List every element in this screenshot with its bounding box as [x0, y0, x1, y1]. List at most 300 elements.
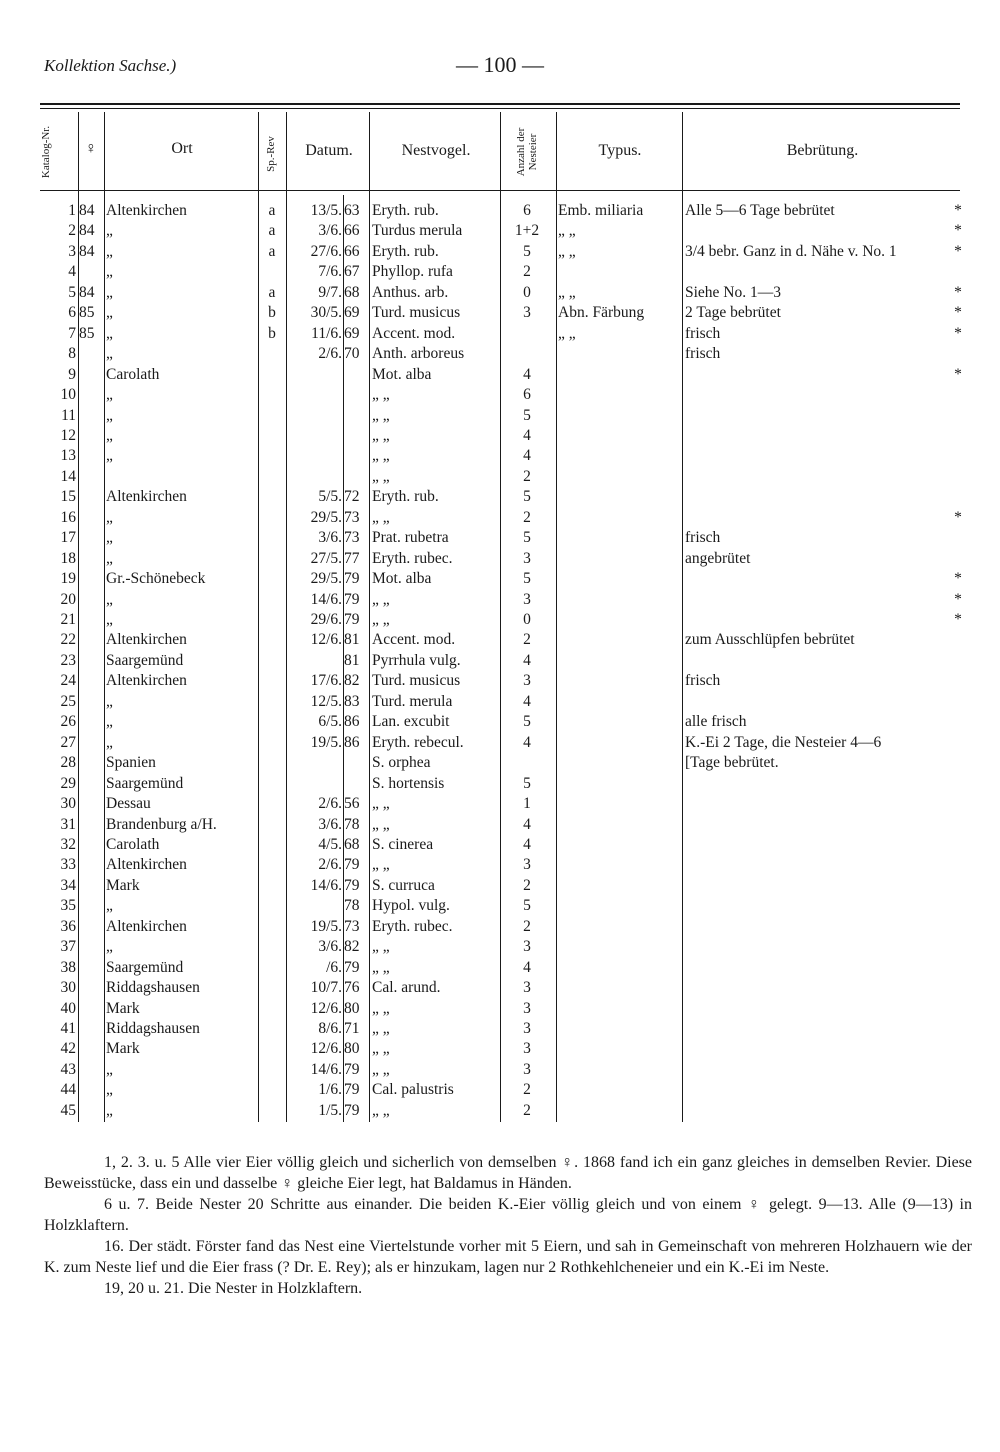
location-cell: Mark	[106, 1040, 140, 1058]
egg-count-cell: 5	[523, 713, 531, 731]
incubation-cell: Siehe No. 1—3	[685, 283, 782, 301]
nest-bird-cell: S. cinerea	[372, 835, 434, 853]
nest-bird-cell: „ „	[372, 590, 390, 608]
location-cell: Altenkirchen	[106, 488, 187, 506]
col-nestvogel-header: Nestvogel.	[401, 142, 471, 159]
location-cell: Altenkirchen	[106, 202, 187, 219]
egg-count-cell: 5	[523, 242, 531, 260]
catalog-number-cell: 9	[68, 365, 76, 383]
location-cell: Mark	[106, 876, 140, 894]
egg-count-cell: 2	[523, 1101, 531, 1119]
catalog-number-cell: 36	[60, 917, 76, 935]
catalog-number-cell: 34	[60, 876, 76, 894]
table-row	[0, 692, 1000, 712]
egg-count-cell: 4	[523, 815, 531, 833]
incubation-cell: K.-Ei 2 Tage, die Nesteier 4—6	[685, 733, 882, 751]
year-cell: 66	[344, 222, 360, 240]
location-cell: Riddagshausen	[106, 979, 200, 997]
nest-bird-cell: Turdus merula	[372, 222, 463, 240]
egg-count-cell: 4	[523, 426, 531, 444]
egg-count-cell: 4	[523, 447, 531, 465]
table-row	[0, 283, 1000, 303]
egg-count-cell: 3	[523, 979, 531, 997]
mark-cell: *	[954, 590, 962, 608]
location-cell: „	[106, 508, 113, 526]
incubation-cell: alle frisch	[685, 713, 747, 731]
egg-count-cell: 5	[523, 488, 531, 506]
nest-bird-cell: Turd. merula	[372, 692, 453, 710]
location-cell: „	[106, 222, 113, 240]
date-cell: 14/6.	[310, 876, 342, 894]
footnote: 6 u. 7. Beide Nester 20 Schritte aus einander. Die beiden K.-Eier völlig gleich und von einem ♀ gelegt. 9—13. Alle (9—13) in Holzklaftern.	[44, 1196, 972, 1234]
location-cell: „	[106, 1101, 113, 1119]
egg-count-cell: 5	[523, 897, 531, 915]
egg-count-cell: 2	[523, 1081, 531, 1099]
location-cell: Altenkirchen	[106, 856, 187, 874]
date-cell: 30/5.	[310, 304, 342, 322]
nest-bird-cell: S. orphea	[372, 754, 431, 772]
nest-bird-cell: Hypol. vulg.	[372, 897, 450, 915]
sp-rev-cell: b	[268, 304, 276, 322]
date-cell: 9/7.	[318, 283, 342, 301]
egg-count-cell: 5	[523, 570, 531, 588]
location-cell: „	[106, 590, 113, 608]
date-cell: 14/6.	[310, 590, 342, 608]
catalog-number-cell: 30	[60, 979, 76, 997]
nest-bird-cell: „ „	[372, 426, 390, 444]
egg-count-cell: 4	[523, 733, 531, 751]
table-row	[0, 467, 1000, 487]
date-cell: 3/6.	[318, 222, 342, 240]
col-sp-rev-header: Sp.-Rev	[265, 136, 277, 172]
catalog-number-cell: 35	[60, 897, 76, 915]
catalog-number-cell: 13	[60, 447, 76, 465]
col-bebruetung-header: Bebrütung.	[786, 142, 859, 159]
egg-count-cell: 3	[523, 856, 531, 874]
date-cell: 27/6.	[310, 242, 342, 260]
location-cell: Riddagshausen	[106, 1020, 200, 1037]
year-cell: 76	[344, 979, 360, 997]
nest-bird-cell: „ „	[372, 1101, 390, 1119]
table-row	[0, 733, 1000, 753]
egg-count-cell: 3	[523, 938, 531, 956]
table-row	[0, 1101, 1000, 1121]
nest-bird-cell: Turd. musicus	[372, 304, 461, 322]
catalog-number-cell: 27	[60, 733, 76, 751]
type-cell: „ „	[558, 324, 576, 342]
table-row	[0, 855, 1000, 875]
nest-bird-cell: „ „	[372, 815, 390, 833]
table-row	[0, 1039, 1000, 1059]
catalog-number-cell: 11	[61, 406, 76, 424]
location-cell: „	[106, 242, 113, 260]
egg-count-cell: 3	[523, 999, 531, 1017]
catalog-number-cell: 4	[68, 263, 76, 281]
year-cell: 68	[344, 283, 360, 301]
egg-count-cell: 5	[523, 774, 531, 792]
year-cell: 67	[344, 263, 360, 281]
year-cell: 82	[344, 938, 360, 956]
catalog-number-cell: 43	[60, 1060, 76, 1078]
date-cell: 11/6.	[311, 324, 342, 342]
catalog-number-cell: 42	[60, 1040, 76, 1058]
catalog-number-cell: 18	[60, 549, 76, 567]
mark-cell: *	[954, 508, 962, 526]
catalog-number-cell: 29	[60, 774, 76, 792]
date-cell: 2/6.	[318, 856, 342, 874]
location-cell: „	[106, 733, 113, 751]
table-row	[0, 221, 1000, 241]
table-row	[0, 937, 1000, 957]
year-cell: 79	[344, 1060, 360, 1078]
nest-bird-cell: Eryth. rub.	[372, 202, 439, 219]
sp-rev-cell: a	[268, 242, 276, 260]
sp-rev-cell: b	[268, 324, 276, 342]
year-cell: 56	[344, 795, 360, 813]
date-cell: 5/5.	[318, 488, 342, 506]
egg-count-cell: 3	[523, 1060, 531, 1078]
table-row	[0, 896, 1000, 916]
date-cell: 27/5.	[310, 549, 342, 567]
catalog-number-cell: 22	[60, 631, 76, 649]
footnote: 19, 20 u. 21. Die Nester in Holzklaftern.	[104, 1280, 363, 1297]
table-row	[0, 446, 1000, 466]
year-cell: 83	[344, 692, 360, 710]
location-cell: Carolath	[106, 365, 160, 383]
col-ort-header: Ort	[171, 140, 193, 157]
date-cell: 12/6.	[310, 999, 342, 1017]
catalog-number-cell: 3	[68, 242, 76, 260]
nest-bird-cell: „ „	[372, 999, 390, 1017]
location-cell: „	[106, 345, 113, 363]
top-rule-thin	[40, 108, 960, 109]
year-cell: 86	[344, 733, 360, 751]
year-cell: 82	[344, 672, 360, 690]
catalog-number-cell: 28	[60, 754, 76, 772]
nest-bird-cell: Eryth. rebecul.	[372, 733, 464, 751]
year-cell: 72	[344, 488, 360, 506]
table-row	[0, 365, 1000, 385]
nest-bird-cell: „ „	[372, 611, 390, 628]
catalog-number-cell: 12	[60, 426, 76, 444]
catalog-number-cell: 8	[68, 345, 76, 363]
table-row	[0, 569, 1000, 589]
nest-bird-cell: „ „	[372, 795, 390, 813]
nest-bird-cell: „ „	[372, 467, 390, 485]
location-cell: „	[106, 447, 113, 465]
catalog-number-cell: 10	[60, 386, 76, 404]
location-cell: „	[106, 529, 113, 547]
catalog-number-cell: 31	[60, 815, 76, 833]
incubation-cell: [Tage bebrütet.	[685, 754, 779, 772]
catalog-number-cell: 37	[60, 938, 76, 956]
nest-bird-cell: „ „	[372, 1040, 390, 1058]
type-cell: „ „	[558, 283, 576, 301]
mark-cell: *	[954, 222, 962, 240]
nest-bird-cell: „ „	[372, 386, 390, 404]
year-cell: 79	[344, 958, 360, 976]
location-cell: „	[106, 283, 113, 301]
col-typus-header: Typus.	[598, 142, 642, 159]
catalog-number-cell: 40	[60, 999, 76, 1017]
egg-count-cell: 0	[523, 283, 531, 301]
nest-bird-cell: „ „	[372, 958, 390, 976]
type-cell: Abn. Färbung	[558, 304, 645, 322]
footnote: 16. Der städt. Förster fand das Nest eine Viertelstunde vorher mit 5 Eiern, und sah in Gemeinschaft von mehreren Holzhauern wie der K. zum Neste lief und die Eier frass (? Dr. E. Rey); als er hinzukam, lagen nur 2 Rothkehlcheneier und ein K.-Ei im Neste.	[44, 1238, 972, 1276]
egg-count-cell: 2	[523, 263, 531, 281]
nest-bird-cell: S. curruca	[372, 876, 435, 894]
year-cell: 81	[344, 651, 360, 669]
nest-bird-cell: Cal. palustris	[372, 1081, 454, 1099]
location-cell: Spanien	[106, 754, 156, 772]
female-year-cell: 84	[79, 222, 95, 240]
incubation-cell: frisch	[685, 529, 721, 547]
location-cell: Mark	[106, 999, 140, 1017]
year-cell: 79	[344, 856, 360, 874]
table-row	[0, 774, 1000, 794]
table-row	[0, 242, 1000, 262]
egg-count-cell: 1+2	[514, 222, 540, 240]
sp-rev-cell: a	[268, 202, 276, 219]
nest-bird-cell: Prat. rubetra	[372, 529, 449, 547]
year-cell: 79	[344, 590, 360, 608]
year-cell: 68	[344, 835, 360, 853]
location-cell: Saargemünd	[106, 958, 184, 976]
egg-count-cell: 2	[523, 508, 531, 526]
table-row	[0, 958, 1000, 978]
location-cell: „	[106, 406, 113, 424]
table-row	[0, 610, 1000, 630]
type-cell: „ „	[558, 242, 576, 260]
date-cell: 29/5.	[310, 570, 342, 588]
year-cell: 81	[344, 631, 360, 649]
egg-count-cell: 4	[523, 365, 531, 383]
catalog-number-cell: 41	[60, 1020, 76, 1037]
location-cell: „	[106, 549, 113, 567]
table-row	[0, 753, 1000, 773]
year-cell: 69	[344, 324, 360, 342]
sp-rev-cell: a	[268, 222, 276, 240]
year-cell: 79	[344, 570, 360, 588]
mark-cell: *	[954, 611, 962, 628]
table-row	[0, 999, 1000, 1019]
location-cell: „	[106, 386, 113, 404]
table-row	[0, 528, 1000, 548]
location-cell: Altenkirchen	[106, 672, 187, 690]
table-row	[0, 815, 1000, 835]
nest-bird-cell: „ „	[372, 508, 390, 526]
table-row	[0, 385, 1000, 405]
egg-count-cell: 3	[523, 672, 531, 690]
location-cell: „	[106, 1081, 113, 1099]
incubation-cell: 3/4 bebr. Ganz in d. Nähe v. No. 1	[685, 242, 897, 260]
table-row	[0, 549, 1000, 569]
egg-count-cell: 3	[523, 1020, 531, 1037]
date-cell: 29/6.	[310, 611, 342, 628]
egg-count-cell: 3	[523, 549, 531, 567]
table-row	[0, 201, 1000, 221]
date-cell: 3/6.	[318, 529, 342, 547]
location-cell: Carolath	[106, 835, 160, 853]
date-cell: 2/6.	[318, 345, 342, 363]
nest-bird-cell: Turd. musicus	[372, 672, 461, 690]
year-cell: 78	[344, 897, 360, 915]
egg-count-cell: 2	[523, 631, 531, 649]
year-cell: 79	[344, 1101, 360, 1119]
female-year-cell: 85	[79, 324, 95, 342]
location-cell: „	[106, 324, 113, 342]
date-cell: 10/7.	[310, 979, 342, 997]
year-cell: 73	[344, 529, 360, 547]
table-row	[0, 324, 1000, 344]
catalog-number-cell: 16	[60, 508, 76, 526]
egg-count-cell: 4	[523, 651, 531, 669]
footnotes	[44, 1152, 972, 1299]
egg-count-cell: 3	[523, 304, 531, 322]
egg-count-cell: 2	[523, 467, 531, 485]
incubation-cell: zum Ausschlüpfen bebrütet	[685, 631, 855, 649]
col-female-header: ♀	[85, 140, 97, 157]
year-cell: 80	[344, 999, 360, 1017]
date-cell: /6.	[326, 958, 342, 976]
collection-label: Kollektion Sachse.)	[44, 56, 177, 75]
year-cell: 79	[344, 876, 360, 894]
catalog-number-cell: 7	[68, 324, 76, 342]
year-cell: 70	[344, 345, 360, 363]
col-katalog-header: Katalog-Nr.	[40, 125, 52, 179]
nest-bird-cell: S. hortensis	[372, 774, 445, 792]
nest-bird-cell: Accent. mod.	[372, 324, 456, 342]
location-cell: „	[106, 263, 113, 281]
year-cell: 71	[344, 1020, 360, 1037]
mark-cell: *	[954, 304, 962, 322]
catalog-number-cell: 24	[60, 672, 76, 690]
catalog-number-cell: 20	[60, 590, 76, 608]
location-cell: Gr.-Schönebeck	[106, 570, 206, 588]
date-cell: 3/6.	[318, 815, 342, 833]
date-cell: 12/6.	[310, 631, 342, 649]
catalog-number-cell: 30	[60, 795, 76, 813]
table-row	[0, 651, 1000, 671]
egg-count-cell: 6	[523, 386, 531, 404]
table-row	[0, 590, 1000, 610]
date-cell: 13/5.	[310, 202, 342, 219]
location-cell: „	[106, 426, 113, 444]
nest-bird-cell: „ „	[372, 1020, 390, 1037]
nest-bird-cell: Mot. alba	[372, 570, 432, 588]
catalog-number-cell: 5	[68, 283, 76, 301]
catalog-number-cell: 26	[60, 713, 76, 731]
egg-count-cell: 0	[523, 611, 531, 628]
year-cell: 66	[344, 242, 360, 260]
table-row	[0, 917, 1000, 937]
date-cell: 3/6.	[318, 938, 342, 956]
egg-count-cell: 2	[523, 917, 531, 935]
top-rule	[40, 103, 960, 105]
nest-bird-cell: „ „	[372, 1060, 390, 1078]
date-cell: 4/5.	[318, 835, 342, 853]
catalog-number-cell: 32	[60, 835, 76, 853]
female-year-cell: 84	[79, 202, 95, 219]
page-number: — 100 —	[456, 52, 544, 77]
egg-count-cell: 4	[523, 958, 531, 976]
incubation-cell: angebrütet	[685, 549, 751, 567]
year-cell: 79	[344, 611, 360, 628]
mark-cell: *	[954, 365, 962, 383]
catalog-number-cell: 1	[68, 202, 76, 219]
nest-bird-cell: Eryth. rubec.	[372, 549, 453, 567]
incubation-cell: frisch	[685, 345, 721, 363]
table-row	[0, 344, 1000, 364]
location-cell: „	[106, 1060, 113, 1078]
nest-bird-cell: Eryth. rub.	[372, 488, 439, 506]
catalog-number-cell: 44	[60, 1081, 76, 1099]
catalog-number-cell: 6	[68, 304, 76, 322]
mark-cell: *	[954, 570, 962, 588]
nest-bird-cell: Accent. mod.	[372, 631, 456, 649]
nest-bird-cell: Mot. alba	[372, 365, 432, 383]
year-cell: 77	[344, 549, 360, 567]
year-cell: 80	[344, 1040, 360, 1058]
col-datum-header: Datum.	[305, 142, 353, 159]
incubation-cell: Alle 5—6 Tage bebrütet	[685, 202, 835, 219]
table-row	[0, 1060, 1000, 1080]
mark-cell: *	[954, 324, 962, 342]
table-row	[0, 794, 1000, 814]
location-cell: Altenkirchen	[106, 631, 187, 649]
egg-count-cell: 4	[523, 835, 531, 853]
catalog-number-cell: 2	[68, 222, 76, 240]
female-year-cell: 84	[79, 283, 95, 301]
nest-bird-cell: Eryth. rub.	[372, 242, 439, 260]
date-cell: 12/5.	[310, 692, 342, 710]
catalog-number-cell: 23	[60, 651, 76, 669]
year-cell: 78	[344, 815, 360, 833]
nest-bird-cell: „ „	[372, 938, 390, 956]
table-row	[0, 303, 1000, 323]
nest-bird-cell: Anthus. arb.	[372, 283, 449, 301]
catalog-number-cell: 17	[60, 529, 76, 547]
mark-cell: *	[954, 283, 962, 301]
table-row	[0, 508, 1000, 528]
type-cell: „ „	[558, 222, 576, 240]
location-cell: „	[106, 611, 113, 628]
egg-count-cell: 1	[523, 795, 531, 813]
table-row	[0, 406, 1000, 426]
egg-count-cell: 5	[523, 406, 531, 424]
date-cell: 12/6.	[310, 1040, 342, 1058]
egg-count-cell: 5	[523, 529, 531, 547]
date-cell: 6/5.	[318, 713, 342, 731]
table-row	[0, 1080, 1000, 1100]
date-cell: 1/6.	[318, 1081, 342, 1099]
date-cell: 19/5.	[310, 917, 342, 935]
table-row	[0, 1019, 1000, 1039]
location-cell: Brandenburg a/H.	[106, 815, 217, 833]
year-cell: 79	[344, 1081, 360, 1099]
year-cell: 86	[344, 713, 360, 731]
nest-bird-cell: Anth. arboreus	[372, 345, 465, 363]
table-row	[0, 978, 1000, 998]
table-row	[0, 426, 1000, 446]
nest-bird-cell: Lan. excubit	[372, 713, 450, 731]
catalog-number-cell: 45	[60, 1101, 76, 1119]
table-row	[0, 671, 1000, 691]
table-row	[0, 712, 1000, 732]
year-cell: 73	[344, 508, 360, 526]
date-cell: 7/6.	[318, 263, 342, 281]
egg-count-cell: 3	[523, 590, 531, 608]
